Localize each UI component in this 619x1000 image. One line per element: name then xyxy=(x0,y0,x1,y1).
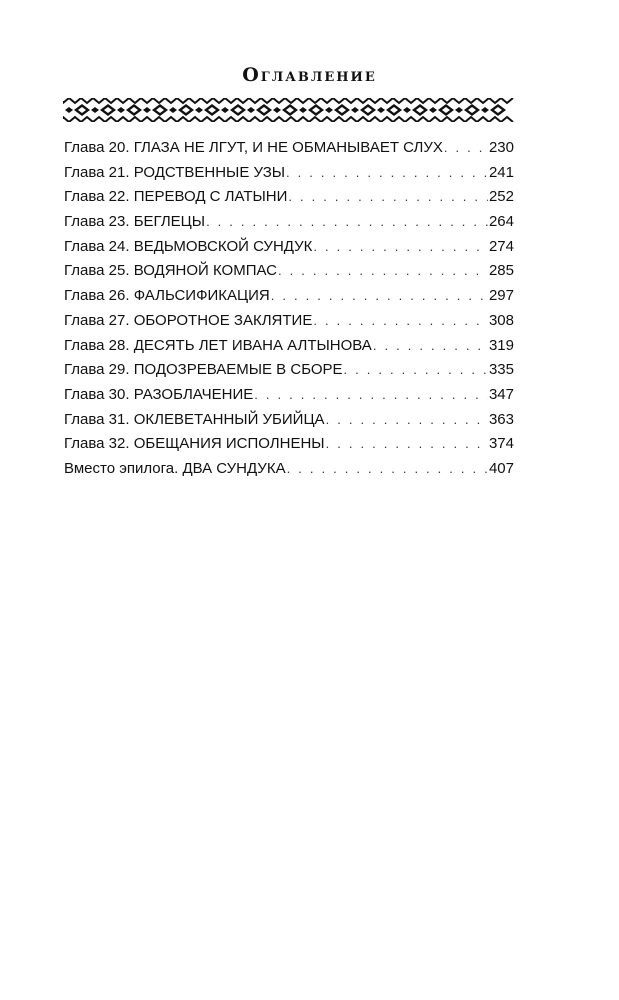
toc-entry-title: Глава 24. ВЕДЬМОВСКОЙ СУНДУК xyxy=(64,237,313,255)
page-title: Оглавление xyxy=(242,64,377,86)
toc-entry[interactable] xyxy=(64,259,514,284)
leader-dots xyxy=(254,383,488,408)
ornament-motif xyxy=(91,107,99,113)
leader-dots xyxy=(326,408,488,433)
toc-entry-title: Глава 27. ОБОРОТНОЕ ЗАКЛЯТИЕ xyxy=(64,311,313,329)
toc-entry-page: 335 xyxy=(488,361,514,379)
leader-dots xyxy=(288,185,488,210)
ornament-motif xyxy=(195,107,203,113)
leader-dots xyxy=(444,136,488,161)
ornament-motif xyxy=(247,107,255,113)
toc-entry[interactable] xyxy=(64,235,514,260)
toc-entry-page: 252 xyxy=(488,188,514,206)
ornament-motif xyxy=(63,98,513,103)
ornament-divider xyxy=(63,98,516,122)
ornament-motif xyxy=(273,107,281,113)
leader-dots xyxy=(313,235,488,260)
ornament-motif xyxy=(169,107,177,113)
toc-entry-title: Глава 21. РОДСТВЕННЫЕ УЗЫ xyxy=(64,163,286,181)
ornament-motif xyxy=(221,107,229,113)
leader-dots xyxy=(313,309,488,334)
toc-entry[interactable] xyxy=(64,408,514,433)
toc-entry[interactable] xyxy=(64,432,514,457)
toc-entry[interactable] xyxy=(64,309,514,334)
leader-dots xyxy=(278,259,488,284)
leader-dots xyxy=(326,432,488,457)
toc-entry-title: Глава 25. ВОДЯНОЙ КОМПАС xyxy=(64,262,278,280)
toc-entry[interactable] xyxy=(64,457,514,482)
toc-entry-page: 241 xyxy=(488,163,514,181)
ornament-motif xyxy=(325,107,333,113)
leader-dots xyxy=(373,334,488,359)
toc-entry-page: 374 xyxy=(488,435,514,453)
toc-entry-page: 407 xyxy=(488,459,514,477)
toc-entry-page: 230 xyxy=(488,139,514,156)
toc-entry-title: Глава 31. ОКЛЕВЕТАННЫЙ УБИЙЦА xyxy=(64,410,325,428)
toc-entry-page: 264 xyxy=(488,213,514,231)
leader-dots xyxy=(287,457,488,482)
ornament-motif xyxy=(455,107,463,113)
toc-entry-title: Глава 30. РАЗОБЛАЧЕНИЕ xyxy=(64,385,254,403)
toc-entry-page: 297 xyxy=(488,287,514,305)
toc-entry[interactable] xyxy=(64,334,514,359)
toc-entry[interactable] xyxy=(64,136,514,161)
ornament-motif xyxy=(117,107,125,113)
ornament-motif xyxy=(299,107,307,113)
toc-entry[interactable] xyxy=(64,284,514,309)
ornament-motif xyxy=(481,107,489,113)
toc-entry-title: Глава 26. ФАЛЬСИФИКАЦИЯ xyxy=(64,287,270,305)
ornament-motif xyxy=(143,107,151,113)
leader-dots xyxy=(344,358,488,383)
toc-entry-title: Глава 23. БЕГЛЕЦЫ xyxy=(64,213,206,231)
ornament-motif xyxy=(351,107,359,113)
toc-entry-title: Глава 22. ПЕРЕВОД С ЛАТЫНИ xyxy=(64,188,288,206)
toc-entry[interactable] xyxy=(64,358,514,383)
ornament-motif xyxy=(63,117,513,122)
toc-entry[interactable] xyxy=(64,383,514,408)
ornament-motif xyxy=(65,107,73,113)
toc-entry-page: 308 xyxy=(488,311,514,329)
leader-dots xyxy=(286,161,488,186)
toc-entry-page: 363 xyxy=(488,410,514,428)
toc-entry-page: 274 xyxy=(488,237,514,255)
ornament-motif xyxy=(403,107,411,113)
toc-entry-page: 347 xyxy=(488,385,514,403)
toc-entry-title: Глава 32. ОБЕЩАНИЯ ИСПОЛНЕНЫ xyxy=(64,435,325,453)
leader-dots xyxy=(271,284,488,309)
toc-entry[interactable] xyxy=(64,185,514,210)
toc-entry[interactable] xyxy=(64,210,514,235)
toc-entry-title: Вместо эпилога. ДВА СУНДУКА xyxy=(64,459,286,477)
leader-dots xyxy=(206,210,488,235)
table-of-contents xyxy=(64,136,514,482)
toc-entry-page: 285 xyxy=(488,262,514,280)
toc-entry[interactable] xyxy=(64,161,514,186)
ornament-motif xyxy=(429,107,437,113)
toc-entry-title: Глава 29. ПОДОЗРЕВАЕМЫЕ В СБОРЕ xyxy=(64,361,343,379)
toc-entry-title: Глава 28. ДЕСЯТЬ ЛЕТ ИВАНА АЛТЫНОВА xyxy=(64,336,372,354)
toc-entry-title: Глава 20. ГЛАЗА НЕ ЛГУТ, И НЕ ОБМАНЫВАЕТ СЛУХ xyxy=(64,139,443,156)
ornament-motif xyxy=(377,107,385,113)
toc-entry-page: 319 xyxy=(488,336,514,354)
